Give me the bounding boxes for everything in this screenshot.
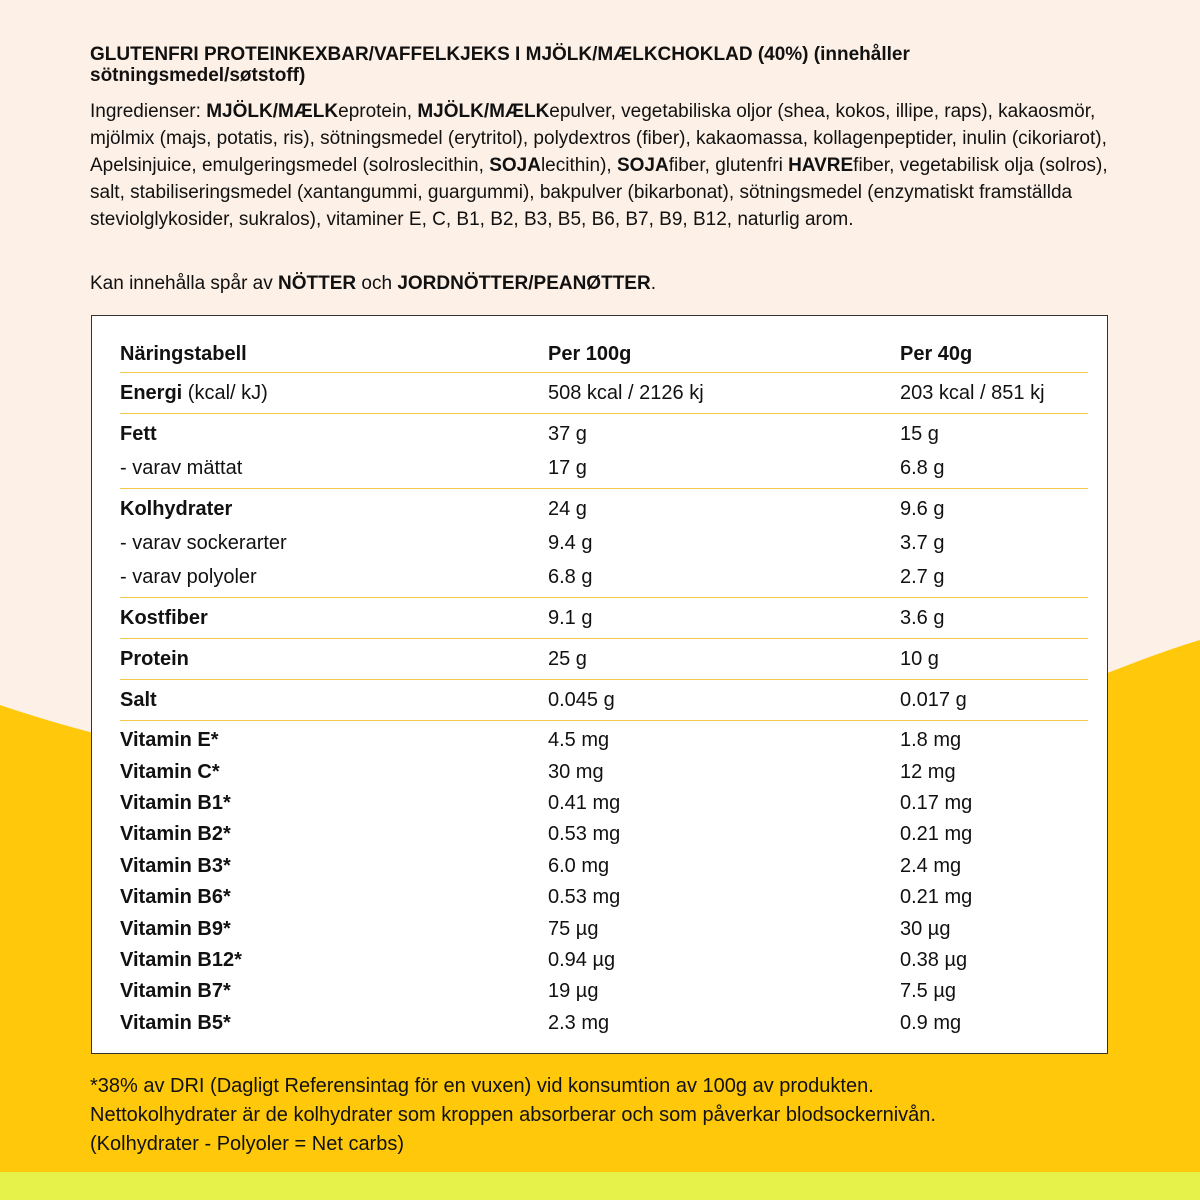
table-row <box>120 526 1088 560</box>
ingredient-text: lecithin), <box>540 155 617 176</box>
nutrient-label: Kolhydrater <box>120 497 233 520</box>
table-row <box>120 788 1088 819</box>
value-per-40g: 7.5 µg <box>900 980 957 1003</box>
value-per-100g: 25 g <box>548 647 587 670</box>
traces-text: och <box>356 273 398 294</box>
value-per-40g: 30 µg <box>900 917 951 940</box>
vitamin-label: Vitamin E* <box>120 729 219 752</box>
table-row <box>120 725 1088 756</box>
vitamin-label: Vitamin B6* <box>120 886 231 909</box>
value-per-40g: 0.21 mg <box>900 886 973 909</box>
product-title: GLUTENFRI PROTEINKEXBAR/VAFFELKJEKS I MJÖLK/MÆLKCHOKLAD (40%) (innehåller sötningsmedel/søtstoff) <box>90 44 910 86</box>
footnote-net-carbs: Nettokolhydrater är de kolhydrater som kroppen absorberar och som påverkar blodsockernivån. <box>90 1104 936 1126</box>
ingredient-text: epulver, vegetabiliska oljor (shea, kokos, illipe, raps), kakaosmör, mjölmix (majs, potatis, ris), sötningsmedel (erytritol), polydextros (fiber), kakaomassa, kollagenpeptider, inulin (cikoriarot), Apelsinjuice, emulgeringsmedel (solroslecithin, <box>90 101 1107 176</box>
ingredients-text <box>90 98 1110 233</box>
value-per-100g: 0.41 mg <box>548 791 621 814</box>
value-per-40g: 10 g <box>900 647 939 670</box>
nutrient-sub-label: - varav sockerarter <box>120 531 287 554</box>
value-per-100g: 9.1 g <box>548 606 593 629</box>
nutrient-label <box>120 382 548 405</box>
value-per-100g: 508 kcal / 2126 kj <box>548 381 704 404</box>
allergen-slash: / <box>483 101 490 122</box>
table-row <box>120 819 1088 850</box>
value-per-100g: 2.3 mg <box>548 1011 610 1034</box>
vitamins-group <box>120 720 1088 1039</box>
value-per-100g: 6.0 mg <box>548 854 610 877</box>
value-per-100g: 9.4 g <box>548 531 593 554</box>
table-row <box>120 642 1088 676</box>
value-per-100g: 24 g <box>548 497 587 520</box>
table-row <box>120 913 1088 944</box>
value-per-40g: 15 g <box>900 422 939 445</box>
allergen-milk-no: MÆLK <box>277 101 339 122</box>
vitamin-label: Vitamin B12* <box>120 948 242 971</box>
value-per-100g: 17 g <box>548 456 587 479</box>
value-per-40g: 9.6 g <box>900 497 945 520</box>
traces-warning <box>90 270 1110 297</box>
header-per-100g: Per 100g <box>548 342 632 365</box>
table-row <box>120 1008 1088 1039</box>
table-row <box>120 683 1088 717</box>
value-per-40g: 0.38 µg <box>900 948 968 971</box>
value-per-40g: 0.9 mg <box>900 1011 962 1034</box>
value-per-40g: 0.017 g <box>900 688 967 711</box>
allergen-peanuts-no: PEANØTTER <box>533 273 651 294</box>
value-per-40g: 0.17 mg <box>900 791 973 814</box>
vitamin-label: Vitamin B1* <box>120 791 231 814</box>
vitamin-label: Vitamin C* <box>120 760 220 783</box>
table-row <box>120 417 1088 451</box>
header-per-40g: Per 40g <box>900 342 973 365</box>
footnote-formula: (Kolhydrater - Polyoler = Net carbs) <box>90 1133 405 1155</box>
table-row <box>120 492 1088 526</box>
vitamin-label: Vitamin B7* <box>120 980 231 1003</box>
traces-period: . <box>650 273 656 294</box>
value-per-40g: 6.8 g <box>900 456 945 479</box>
ingredient-text: fiber, glutenfri <box>668 155 789 176</box>
allergen-slash: / <box>528 273 534 294</box>
allergen-nuts: NÖTTER <box>278 273 357 294</box>
protein-group <box>120 638 1088 679</box>
value-per-40g: 2.7 g <box>900 565 945 588</box>
value-per-40g: 1.8 mg <box>900 729 962 752</box>
value-per-40g: 12 mg <box>900 760 956 783</box>
value-per-40g: 0.21 mg <box>900 823 973 846</box>
fat-group <box>120 413 1088 488</box>
table-row <box>120 882 1088 913</box>
nutrition-header-row <box>120 336 1088 372</box>
table-row <box>120 976 1088 1007</box>
ingredient-text: fiber, vegetabilisk olja (solros), salt, stabiliseringsmedel (xantangummi, guargummi), bakpulver (bikarbonat), sötningsmedel (enzymatiskt framställda steviolglykosider, sukralos), vitaminer E, C, B1, B2, B3, B5, B6, B7, B9, B12, naturlig arom. <box>90 155 1108 230</box>
energy-unit: (kcal/ kJ) <box>182 381 268 404</box>
value-per-100g: 19 µg <box>548 980 599 1003</box>
value-per-100g: 37 g <box>548 422 587 445</box>
allergen-milk-se: MJÖLK <box>417 101 484 122</box>
value-per-40g: 3.6 g <box>900 606 945 629</box>
nutrient-label: Protein <box>120 647 189 670</box>
value-per-100g: 0.045 g <box>548 688 615 711</box>
vitamin-label: Vitamin B5* <box>120 1011 231 1034</box>
carbs-group <box>120 488 1088 597</box>
nutrient-label: Kostfiber <box>120 606 208 629</box>
energy-label: Energi <box>120 381 183 404</box>
header-nutrition: Näringstabell <box>120 342 247 365</box>
value-per-100g: 0.94 µg <box>548 948 616 971</box>
nutrient-sub-label: - varav mättat <box>120 456 243 479</box>
vitamin-label: Vitamin B3* <box>120 854 231 877</box>
nutrient-sub-label: - varav polyoler <box>120 565 257 588</box>
salt-group <box>120 679 1088 720</box>
table-row <box>120 376 1088 410</box>
table-row <box>120 756 1088 787</box>
table-row <box>120 851 1088 882</box>
footnote-dri: *38% av DRI (Dagligt Referensintag för en vuxen) vid konsumtion av 100g av produkten. <box>90 1075 874 1097</box>
energy-group <box>120 372 1088 413</box>
ingredients-prefix: Ingredienser: <box>90 101 207 122</box>
value-per-40g: 2.4 mg <box>900 854 962 877</box>
vitamin-label: Vitamin B9* <box>120 917 231 940</box>
table-row <box>120 451 1088 485</box>
value-per-100g: 4.5 mg <box>548 729 610 752</box>
nutrient-label: Fett <box>120 422 157 445</box>
table-row <box>120 560 1088 594</box>
value-per-100g: 6.8 g <box>548 565 593 588</box>
ingredient-text: eprotein, <box>338 101 418 122</box>
allergen-slash: / <box>272 101 278 122</box>
nutrition-table <box>91 315 1108 1054</box>
value-per-100g: 30 mg <box>548 760 604 783</box>
allergen-peanuts-se: JORDNÖTTER <box>397 273 529 294</box>
value-per-100g: 0.53 mg <box>548 823 621 846</box>
allergen-soy: SOJA <box>489 155 541 176</box>
fiber-group <box>120 597 1088 638</box>
allergen-soy: SOJA <box>616 155 669 176</box>
table-row <box>120 945 1088 976</box>
footnote <box>90 1072 1130 1159</box>
allergen-oat: HAVRE <box>788 155 854 176</box>
allergen-milk-se: MJÖLK <box>206 101 273 122</box>
traces-text: Kan innehålla spår av <box>90 273 279 294</box>
allergen-milk-no: MÆLK <box>489 101 550 122</box>
value-per-100g: 75 µg <box>548 917 599 940</box>
value-per-40g: 203 kcal / 851 kj <box>900 381 1045 404</box>
vitamin-label: Vitamin B2* <box>120 823 231 846</box>
value-per-100g: 0.53 mg <box>548 886 621 909</box>
value-per-40g: 3.7 g <box>900 531 945 554</box>
table-row <box>120 601 1088 635</box>
nutrient-label: Salt <box>120 688 157 711</box>
